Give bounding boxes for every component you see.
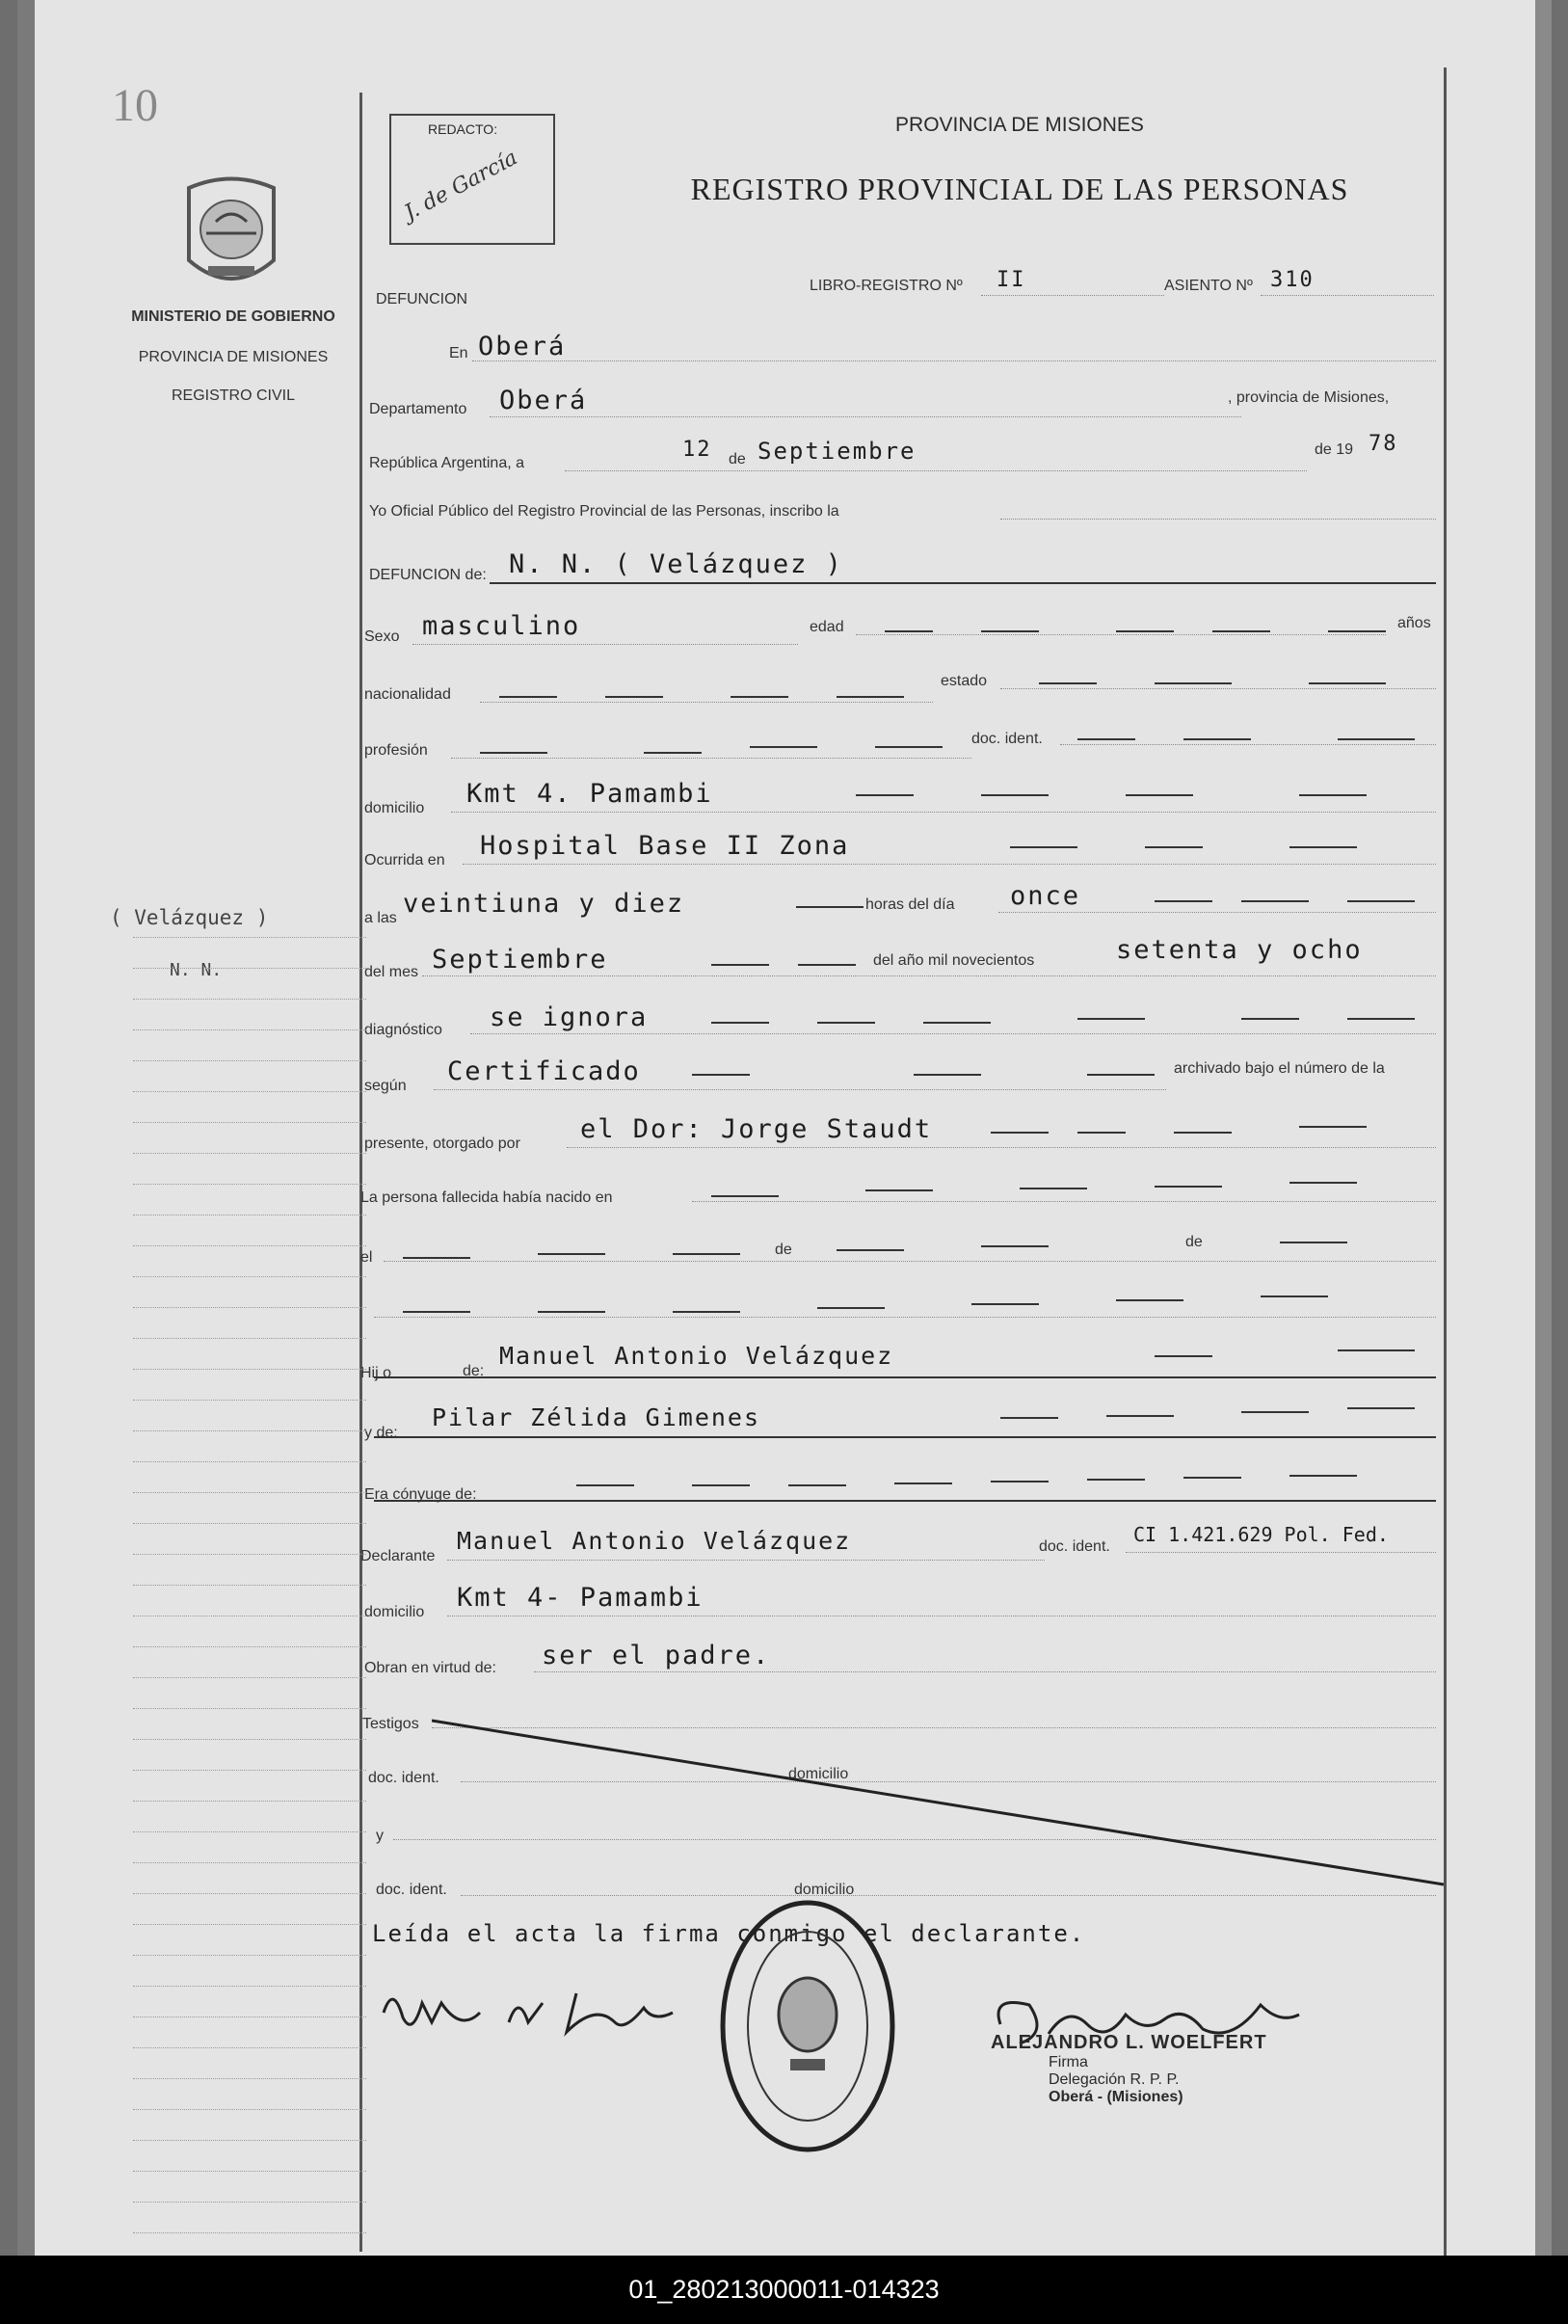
ministry-line-1: MINISTERIO DE GOBIERNO: [131, 308, 335, 325]
dash: [692, 1074, 750, 1076]
dash: [731, 696, 788, 698]
dash: [673, 1311, 740, 1313]
testigos-label: Testigos: [362, 1716, 419, 1732]
libro-label: LIBRO-REGISTRO Nº: [810, 278, 963, 294]
dash: [1338, 738, 1415, 740]
registry-title: REGISTRO PROVINCIAL DE LAS PERSONAS: [690, 172, 1349, 206]
dash: [1280, 1242, 1347, 1243]
dash: [499, 696, 557, 698]
extra-line: [374, 1317, 1436, 1318]
conyuge-line: [374, 1500, 1436, 1502]
dash: [1328, 630, 1386, 632]
segun-label: según: [364, 1078, 407, 1094]
el-label: el: [360, 1249, 373, 1266]
fecha-anio-value: 78: [1369, 432, 1398, 456]
dash: [856, 794, 914, 796]
dash: [1241, 1411, 1309, 1413]
dash: [1077, 1132, 1126, 1134]
margin-rule: [133, 1091, 366, 1092]
dash: [1309, 682, 1386, 684]
margin-rule: [133, 1153, 366, 1154]
fecha-dia: 12: [682, 438, 712, 462]
dash: [1077, 738, 1135, 740]
dash: [1077, 1018, 1145, 1020]
margin-rule: [133, 2047, 366, 2048]
horas-label: horas del día: [865, 896, 955, 913]
ocurrida-label: Ocurrida en: [364, 852, 445, 868]
margin-rule: [133, 2202, 366, 2203]
dash: [1261, 1296, 1328, 1297]
dash: [923, 1022, 991, 1024]
nacionalidad-label: nacionalidad: [364, 686, 451, 703]
dash: [1155, 682, 1232, 684]
asiento-label: ASIENTO Nº: [1164, 278, 1253, 294]
yde-value: Pilar Zélida Gimenes: [432, 1403, 761, 1431]
declarante-value: Manuel Antonio Velázquez: [457, 1527, 852, 1555]
dash: [1183, 738, 1251, 740]
margin-rule: [133, 1955, 366, 1956]
margin-name-1: ( Velázquez ): [110, 906, 269, 929]
margin-rule: [133, 2232, 366, 2233]
dash: [750, 746, 817, 748]
declarante-doc-label: doc. ident.: [1039, 1538, 1110, 1555]
margin-rule: [133, 968, 366, 969]
sheet-number: 10: [112, 80, 158, 131]
anios-label: años: [1397, 615, 1431, 631]
dash: [1116, 1299, 1183, 1301]
dash: [644, 752, 702, 754]
dash: [1010, 846, 1077, 848]
nacionalidad-line: [480, 702, 933, 703]
margin-rule: [133, 1338, 366, 1339]
dash: [1126, 794, 1193, 796]
estado-line: [1000, 688, 1436, 689]
en-value: Oberá: [478, 332, 567, 361]
margin-rule: [133, 2140, 366, 2141]
dash: [1020, 1188, 1087, 1189]
el-de-label-1: de: [775, 1242, 792, 1258]
closing-text: Leída el acta la firma conmigo el declarante.: [372, 1920, 1086, 1947]
margin-rule: [133, 1029, 366, 1030]
edad-label: edad: [810, 619, 844, 635]
dash: [1087, 1074, 1155, 1076]
yde-line: [374, 1436, 1436, 1438]
mes-value: Septiembre: [432, 945, 608, 975]
diagnostico-label: diagnóstico: [364, 1022, 442, 1038]
nacido-label: La persona fallecida había nacido en: [360, 1189, 613, 1206]
margin-rule: [133, 2171, 366, 2172]
dash: [1299, 794, 1367, 796]
dash: [981, 794, 1049, 796]
margin-rule: [133, 2109, 366, 2110]
dash: [914, 1074, 981, 1076]
domicilio-line: [451, 812, 1436, 813]
defuncion-de-value: N. N. ( Velázquez ): [509, 549, 843, 579]
libro-line: [981, 295, 1164, 296]
dash: [1241, 1018, 1299, 1020]
right-border-line: [1444, 67, 1447, 2256]
nacido-line: [692, 1201, 1436, 1202]
dash: [1338, 1349, 1415, 1351]
republica-label: República Argentina, a: [369, 455, 524, 471]
domicilio-value: Kmt 4. Pamambi: [466, 779, 713, 809]
dash: [692, 1484, 750, 1486]
dash: [1241, 900, 1309, 902]
hijo-de-label: de:: [463, 1363, 485, 1379]
dash: [1289, 1475, 1357, 1477]
a-las-label: a las: [364, 910, 397, 926]
dash: [1039, 682, 1097, 684]
el-line: [384, 1261, 1436, 1262]
horas-value: once: [1010, 881, 1081, 911]
sexo-label: Sexo: [364, 628, 400, 645]
dash: [1183, 1477, 1241, 1479]
margin-name-2: N. N.: [170, 960, 223, 980]
testigos-doc-label: doc. ident.: [368, 1770, 439, 1786]
dash: [1106, 1415, 1174, 1417]
margin-rule: [133, 1646, 366, 1647]
dash: [788, 1484, 846, 1486]
dash: [817, 1307, 885, 1309]
dash: [1087, 1479, 1145, 1481]
dash: [605, 696, 663, 698]
page-left-edge: [17, 0, 35, 2256]
dash: [1347, 1407, 1415, 1409]
presente-value: el Dor: Jorge Staudt: [580, 1114, 933, 1144]
dash: [865, 1189, 933, 1191]
fecha-mes: Septiembre: [757, 438, 917, 465]
fecha-de: de: [729, 451, 746, 467]
testigos2-doc-line: [461, 1895, 1436, 1896]
dash: [1212, 630, 1270, 632]
dash: [1289, 1182, 1357, 1184]
signature-firma: Firma: [1049, 2054, 1088, 2070]
departamento-line: [490, 416, 1241, 417]
dash: [673, 1253, 740, 1255]
dash: [981, 630, 1039, 632]
left-border-line: [359, 93, 362, 2252]
hijo-line: [374, 1376, 1436, 1378]
redacto-label: REDACTO:: [428, 121, 498, 137]
anio-mil-value: setenta y ocho: [1116, 935, 1363, 965]
obran-line: [534, 1671, 1436, 1672]
mes-label: del mes: [364, 964, 419, 980]
dash: [1299, 1126, 1367, 1128]
page-right-edge: [1535, 0, 1552, 2256]
image-footer: 01_280213000011-014323: [0, 2256, 1568, 2324]
yde-label: y de:: [364, 1425, 398, 1441]
dash: [1155, 900, 1212, 902]
y-label: y: [376, 1828, 384, 1844]
provincia-label: , provincia de Misiones,: [1228, 389, 1390, 406]
margin-rule: [133, 1400, 366, 1401]
hijo-value: Manuel Antonio Velázquez: [499, 1342, 894, 1370]
margin-rule: [133, 1770, 366, 1771]
redacto-box: [389, 114, 555, 245]
sexo-line: [412, 644, 798, 645]
signature-name: ALEJANDRO L. WOELFERT: [991, 2032, 1267, 2053]
archivado-label: archivado bajo el número de la: [1174, 1060, 1385, 1077]
dash: [538, 1253, 605, 1255]
dash: [538, 1311, 605, 1313]
dash: [1347, 1018, 1415, 1020]
declarante-doc-line: [1126, 1552, 1436, 1553]
dash: [875, 746, 943, 748]
dash: [971, 1303, 1039, 1305]
dash: [1155, 1355, 1212, 1357]
redacto-value: J. de García: [400, 146, 522, 226]
dash: [1347, 900, 1415, 902]
margin-rule: [133, 1893, 366, 1894]
estado-label: estado: [941, 673, 988, 689]
dash: [885, 630, 933, 632]
testigos2-doc-label: doc. ident.: [376, 1882, 447, 1898]
dash: [1000, 1417, 1058, 1419]
libro-value: II: [997, 268, 1026, 292]
dash: [981, 1245, 1049, 1247]
profesion-line: [451, 758, 971, 759]
dash: [403, 1257, 470, 1259]
dash: [1116, 630, 1174, 632]
ocurrida-value: Hospital Base II Zona: [480, 831, 850, 861]
dash: [403, 1311, 470, 1313]
domicilio2-value: Kmt 4- Pamambi: [457, 1583, 704, 1613]
margin-rule: [133, 1060, 366, 1061]
hijo-label: Hij o: [360, 1365, 392, 1381]
dash: [894, 1483, 952, 1484]
margin-rule: [133, 1924, 366, 1925]
el-de-label-2: de: [1185, 1234, 1203, 1250]
margin-rule: [133, 1430, 366, 1431]
fecha-anio-label: de 19: [1315, 441, 1354, 458]
margin-rule: [133, 1862, 366, 1863]
provincial-seal-icon: [179, 174, 283, 299]
diagnostico-value: se ignora: [490, 1002, 649, 1032]
dash: [1145, 846, 1203, 848]
margin-rule: [133, 1677, 366, 1678]
dash: [837, 696, 904, 698]
dash: [991, 1132, 1049, 1134]
obran-label: Obran en virtud de:: [364, 1660, 496, 1676]
margin-rule: [133, 1831, 366, 1832]
departamento-label: Departamento: [369, 401, 467, 417]
dash: [711, 1022, 769, 1024]
margin-rule: [133, 1739, 366, 1740]
province-heading: PROVINCIA DE MISIONES: [895, 114, 1144, 136]
margin-rule: [133, 1523, 366, 1524]
profesion-label: profesión: [364, 742, 428, 759]
signature-block: [991, 2032, 1309, 2106]
domicilio2-label: domicilio: [364, 1604, 425, 1620]
margin-rule: [133, 1554, 366, 1555]
dash: [796, 906, 864, 908]
ocurrida-line: [463, 864, 1436, 865]
margin-rule: [133, 1492, 366, 1493]
edad-line: [856, 634, 1386, 635]
dash: [817, 1022, 875, 1024]
horas-line: [998, 912, 1436, 913]
sexo-value: masculino: [422, 611, 581, 641]
declarante-label: Declarante: [360, 1548, 436, 1564]
asiento-line: [1261, 295, 1434, 296]
diagnostico-line: [470, 1033, 1436, 1034]
dash: [711, 1195, 779, 1197]
signature-delegacion: Delegación R. P. P.: [1049, 2071, 1180, 2088]
oficial-line: [1000, 519, 1436, 520]
margin-rule: [133, 1801, 366, 1802]
mes-line: [422, 975, 1436, 976]
margin-rule: [133, 1708, 366, 1709]
defuncion-label: DEFUNCION: [376, 291, 468, 307]
segun-value: Certificado: [447, 1056, 641, 1086]
presente-label: presente, otorgado por: [364, 1135, 520, 1152]
declarante-line: [447, 1560, 1045, 1561]
declarante-signature: [374, 1974, 682, 2051]
signature-location: Oberá - (Misiones): [1049, 2089, 1183, 2105]
ministry-line-2: PROVINCIA DE MISIONES: [138, 349, 329, 365]
defuncion-de-line: [490, 582, 1436, 584]
dash: [991, 1481, 1049, 1483]
asiento-value: 310: [1270, 268, 1315, 292]
declarante-doc-value: CI 1.421.629 Pol. Fed.: [1133, 1523, 1389, 1546]
presente-line: [567, 1147, 1436, 1148]
margin-rule: [133, 1184, 366, 1185]
segun-line: [434, 1089, 1166, 1090]
dash: [1155, 1186, 1222, 1188]
strike-line: [432, 1716, 1444, 1889]
dash: [837, 1249, 904, 1251]
testigos2-domicilio-label: domicilio: [794, 1882, 855, 1898]
registry-stamp: [717, 1897, 898, 2155]
margin-rule: [133, 2078, 366, 2079]
margin-rule: [133, 999, 366, 1000]
document-page: [17, 0, 1552, 2256]
margin-rule: [133, 1122, 366, 1123]
margin-rule: [133, 1461, 366, 1462]
margin-rule: [133, 1369, 366, 1370]
testigos-domicilio-label: domicilio: [788, 1766, 849, 1782]
ministry-line-3: REGISTRO CIVIL: [171, 387, 296, 404]
margin-rule: [133, 1276, 366, 1277]
dash: [576, 1484, 634, 1486]
dash: [480, 752, 547, 754]
dash: [1174, 1132, 1232, 1134]
dash: [711, 964, 769, 966]
domicilio-label: domicilio: [364, 800, 425, 816]
margin-rule: [133, 1585, 366, 1586]
margin-rule: [133, 1245, 366, 1246]
anio-mil-label: del año mil novecientos: [873, 952, 1035, 969]
departamento-value: Oberá: [499, 386, 588, 415]
margin-rule: [133, 1307, 366, 1308]
conyuge-label: Era cónyuge de:: [364, 1486, 477, 1503]
en-label: En: [449, 345, 468, 361]
oficial-text: Yo Oficial Público del Registro Provincial de las Personas, inscribo la: [369, 503, 839, 520]
defuncion-de-label: DEFUNCION de:: [369, 567, 487, 583]
margin-rule: [133, 1986, 366, 1987]
profesion-doc-line: [1060, 744, 1436, 745]
a-las-value: veintiuna y diez: [403, 889, 685, 919]
obran-value: ser el padre.: [542, 1641, 771, 1670]
dash: [798, 964, 856, 966]
fecha-line: [565, 470, 1307, 471]
dash: [1289, 846, 1357, 848]
profesion-doc-label: doc. ident.: [971, 731, 1043, 747]
margin-rule: [133, 937, 366, 938]
